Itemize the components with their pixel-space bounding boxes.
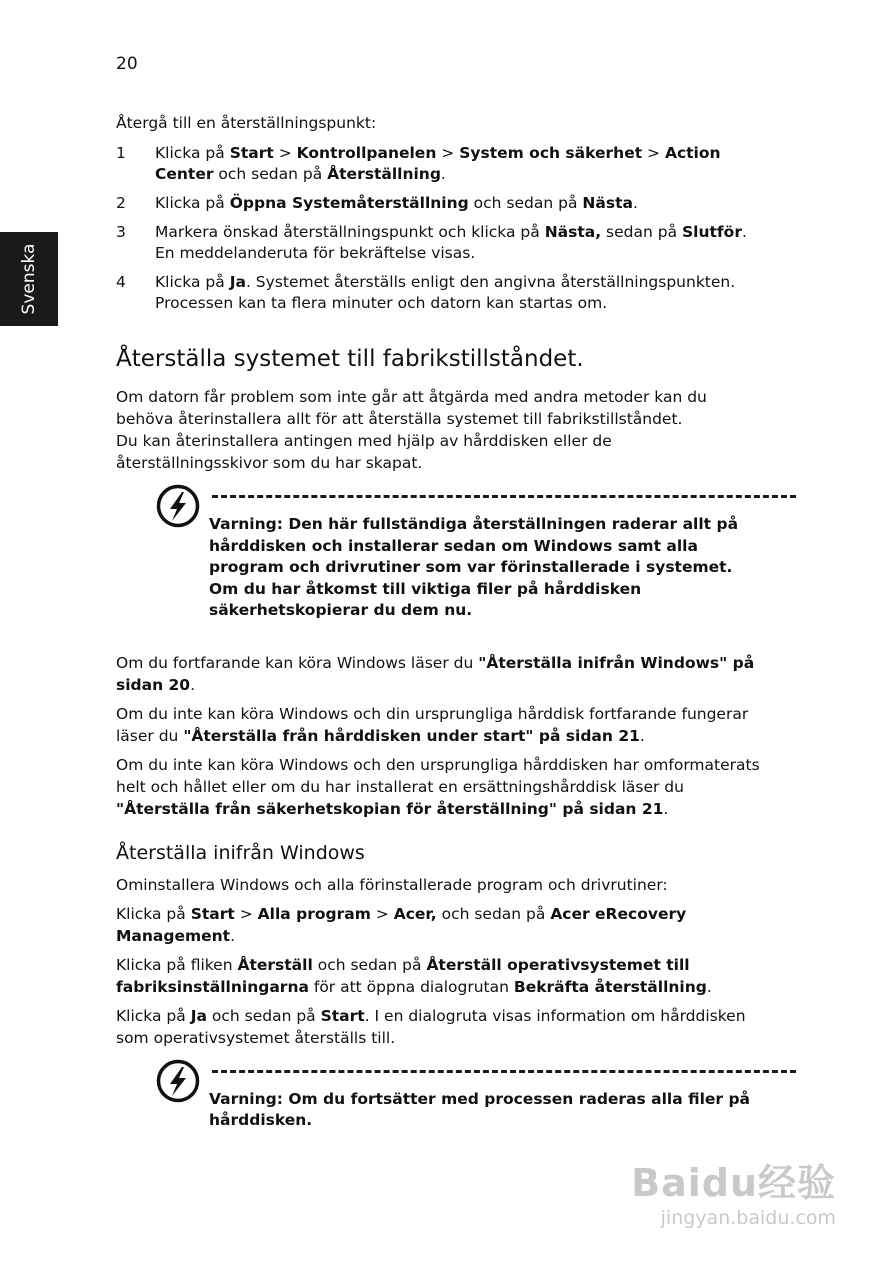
text-run: Ominstallera Windows och alla förinstallerade program och drivrutiner: [116,875,668,894]
step-text [155,222,766,264]
step-text [155,193,766,214]
text-run: Om du inte kan köra Windows och din ursprungliga hårddisk fortfarande fungerar läser du [116,704,749,745]
paragraph [116,903,766,947]
language-side-tab [0,232,58,326]
text-run: Klicka på [155,194,230,212]
text-run: Klicka på [116,1006,191,1025]
bold-text: Start [320,1006,365,1025]
bold-text: Återställning [327,165,441,183]
bold-text: Alla program [257,904,371,923]
text-run: Om datorn får problem som inte går att åtgärda med andra metoder kan du behöva återinstallera allt för att återställa systemet till fabrikstillståndet. [116,388,707,428]
text-run: > [273,144,297,162]
steps-list [116,143,766,314]
text-run: > [436,144,460,162]
step-number: 1 [116,144,126,162]
step-number: 4 [116,273,126,291]
text-run: Klicka på [155,144,230,162]
bold-text: Kontrollpanelen [296,144,437,162]
step-item [116,143,766,185]
section-heading-restore-from-windows: Återställa inifrån Windows [116,841,365,864]
step-item [116,193,766,214]
text-run: Om du fortfarande kan köra Windows läser du [116,653,479,672]
paragraph [116,652,766,696]
watermark-url: jingyan.baidu.com [660,1207,836,1229]
dashed-divider [212,495,796,498]
bold-text: "Återställa inifrån Windows" på sidan 20 [116,653,755,694]
text-run: . [706,977,712,996]
paragraph [116,1005,766,1049]
text-run: . I en dialogruta visas information om hårddisken som operativsystemet återställs till. [116,1006,746,1047]
text-run: och sedan på [213,165,328,183]
step-item [116,272,766,314]
step-item [116,222,766,264]
text-run: . [230,926,236,945]
bold-text: Acer, [393,904,437,923]
text-run: . [639,726,645,745]
warning-lightning-icon [156,484,200,528]
section-heading-factory-restore: Återställa systemet till fabrikstillståndet. [116,346,584,372]
text-run: . [663,799,669,818]
text-run: och sedan på [436,904,551,923]
text-run: > [370,904,394,923]
text-run: . [440,165,446,183]
step-text [155,143,766,185]
text-run: . [190,675,196,694]
bold-text: Ja [229,273,246,291]
bold-text: "Återställa från säkerhetskopian för återställning" på sidan 21 [116,799,664,818]
text-run: sedan på [601,223,683,241]
bold-text: Bekräfta återställning [513,977,707,996]
warning-lightning-icon [156,1059,200,1103]
bold-text: Återställ [237,955,313,974]
step-number: 2 [116,194,126,212]
step-text [155,272,766,314]
text-run: och sedan på [206,1006,321,1025]
text-run: . [632,194,638,212]
intro-text: Återgå till en återställningspunkt: [116,114,377,132]
text-run: > [234,904,258,923]
bold-text: Slutför [682,223,742,241]
bold-text: Start [190,904,235,923]
text-run: Klicka på [155,273,230,291]
text-run: och sedan på [312,955,427,974]
paragraph [116,754,766,820]
bold-text: Start [229,144,274,162]
bold-text: "Återställa från hårddisken under start" på sidan 21 [183,726,640,745]
dashed-divider [212,1070,796,1073]
bold-text: Nästa [582,194,633,212]
bold-text: Nästa, [544,223,602,241]
text-run: för att öppna dialogrutan [308,977,514,996]
bold-text: Ja [190,1006,207,1025]
step-number: 3 [116,223,126,241]
page-content [116,112,766,1162]
text-run: Klicka på [116,904,191,923]
paragraph [116,874,766,896]
text-run: Du kan återinstallera antingen med hjälp av hårddisken eller de återställningsskivor som du har skapat. [116,432,612,472]
warning-box [156,484,766,622]
bold-text: Öppna Systemåterställning [229,194,469,212]
text-run: Klicka på fliken [116,955,238,974]
warning-text: Varning: Den här fullständiga återställningen raderar allt på hårddisken och installerar sedan om Windows samt alla program och drivrutiner som var förinstallerade i systemet. Om du har åtkomst till viktiga filer på hårddisken säkerhetskopierar du dem nu. [209,515,739,619]
watermark [631,1152,836,1229]
paragraph [116,954,766,998]
page-number: 20 [116,54,138,74]
text-run: Markera önskad återställningspunkt och klicka på [155,223,545,241]
warning-box [156,1059,766,1132]
text-run: . Systemet återställs enligt den angivna återställningspunkten. Processen kan ta flera minuter och datorn kan startas om. [155,273,736,312]
bold-text: Action Center [155,144,721,183]
language-label: Svenska [19,243,39,315]
text-run: Om du inte kan köra Windows och den ursprungliga hårddisken har omformaterats helt och hållet eller om du har installerat en ersättningshårddisk läser du [116,755,760,796]
bold-text: System och säkerhet [459,144,643,162]
watermark-logo: Baidu经验 [631,1161,836,1205]
text-run: . En meddelanderuta för bekräftelse visas. [155,223,747,262]
paragraph [116,386,766,474]
warning-text: Varning: Om du fortsätter med processen raderas alla filer på hårddisken. [209,1089,751,1129]
text-run: > [642,144,665,162]
paragraph [116,703,766,747]
bold-text: Acer eRecovery Management [116,904,687,945]
bold-text: Återställ operativsystemet till fabriksinställningarna [116,955,690,996]
text-run: och sedan på [468,194,583,212]
